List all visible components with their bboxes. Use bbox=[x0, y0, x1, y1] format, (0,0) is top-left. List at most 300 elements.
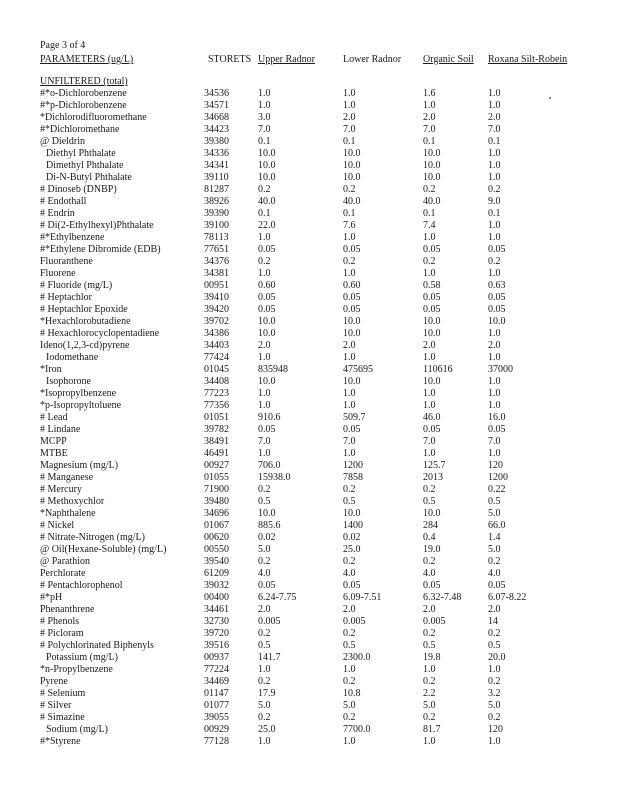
table-row bbox=[0, 328, 618, 340]
storet-code: 39782 bbox=[204, 424, 229, 435]
lower-radnor-value: 25.0 bbox=[343, 544, 361, 555]
organic-soil-value: 125.7 bbox=[423, 460, 446, 471]
table-row bbox=[0, 604, 618, 616]
roxana-value: 0.05 bbox=[488, 292, 506, 303]
roxana-value: 14 bbox=[488, 616, 498, 627]
parameter-name: Di-N-Butyl Phthalate bbox=[46, 172, 132, 183]
table-row bbox=[0, 220, 618, 232]
upper-radnor-value: 0.2 bbox=[258, 712, 271, 723]
parameter-name: # Dinoseb (DNBP) bbox=[40, 184, 117, 195]
organic-soil-value: 1.0 bbox=[423, 100, 436, 111]
organic-soil-value: 10.0 bbox=[423, 172, 441, 183]
storet-code: 01055 bbox=[204, 472, 229, 483]
upper-radnor-value: 4.0 bbox=[258, 568, 271, 579]
upper-radnor-value: 1.0 bbox=[258, 232, 271, 243]
table-row bbox=[0, 652, 618, 664]
organic-soil-value: 10.0 bbox=[423, 508, 441, 519]
roxana-value: 37000 bbox=[488, 364, 513, 375]
roxana-value: 1.0 bbox=[488, 172, 501, 183]
parameter-name: Iodomethane bbox=[46, 352, 99, 363]
organic-soil-value: 4.0 bbox=[423, 568, 436, 579]
roxana-value: 66.0 bbox=[488, 520, 506, 531]
storet-code: 71900 bbox=[204, 484, 229, 495]
lower-radnor-value: 1.0 bbox=[343, 268, 356, 279]
parameter-name: *Iron bbox=[40, 364, 62, 375]
storet-code: 00929 bbox=[204, 724, 229, 735]
parameter-name: # Picloram bbox=[40, 628, 84, 639]
table-row bbox=[0, 160, 618, 172]
organic-soil-value: 2.0 bbox=[423, 340, 436, 351]
storet-code: 38491 bbox=[204, 436, 229, 447]
table-row bbox=[0, 484, 618, 496]
parameter-name: # Methoxychlor bbox=[40, 496, 105, 507]
table-row bbox=[0, 340, 618, 352]
storet-code: 34668 bbox=[204, 112, 229, 123]
organic-soil-value: 10.0 bbox=[423, 328, 441, 339]
table-row bbox=[0, 724, 618, 736]
lower-radnor-value: 10.0 bbox=[343, 508, 361, 519]
roxana-value: 1.0 bbox=[488, 232, 501, 243]
roxana-value: 1.4 bbox=[488, 532, 501, 543]
parameter-name: Dimethyl Phthalate bbox=[46, 160, 124, 171]
parameter-name: # Heptachlor bbox=[40, 292, 92, 303]
parameter-table bbox=[0, 88, 618, 748]
roxana-value: 0.2 bbox=[488, 628, 501, 639]
organic-soil-value: 6.32-7.48 bbox=[423, 592, 462, 603]
organic-soil-value: 1.0 bbox=[423, 388, 436, 399]
parameter-name: # Nitrate-Nitrogen (mg/L) bbox=[40, 532, 145, 543]
parameter-name: Pyrene bbox=[40, 676, 68, 687]
table-row bbox=[0, 616, 618, 628]
table-row bbox=[0, 136, 618, 148]
table-row bbox=[0, 568, 618, 580]
organic-soil-value: 0.2 bbox=[423, 628, 436, 639]
table-row bbox=[0, 460, 618, 472]
table-row bbox=[0, 472, 618, 484]
lower-radnor-value: 7858 bbox=[343, 472, 363, 483]
table-row bbox=[0, 148, 618, 160]
table-row bbox=[0, 436, 618, 448]
organic-soil-value: 2.0 bbox=[423, 112, 436, 123]
lower-radnor-value: 1.0 bbox=[343, 388, 356, 399]
roxana-value: 0.2 bbox=[488, 256, 501, 267]
organic-soil-value: 5.0 bbox=[423, 700, 436, 711]
lower-radnor-value: 0.2 bbox=[343, 676, 356, 687]
organic-soil-value: 0.2 bbox=[423, 484, 436, 495]
roxana-value: 2.0 bbox=[488, 340, 501, 351]
roxana-value: 3.2 bbox=[488, 688, 501, 699]
roxana-value: 0.1 bbox=[488, 208, 501, 219]
parameter-name: # Hexachlorocyclopentadiene bbox=[40, 328, 160, 339]
roxana-value: 1.0 bbox=[488, 736, 501, 747]
roxana-value: 10.0 bbox=[488, 316, 506, 327]
header-organic-soil: Organic Soil bbox=[423, 54, 474, 65]
organic-soil-value: 1.6 bbox=[423, 88, 436, 99]
table-row bbox=[0, 172, 618, 184]
parameter-name: #*pH bbox=[40, 592, 63, 603]
table-row bbox=[0, 88, 618, 100]
roxana-value: 0.5 bbox=[488, 496, 501, 507]
organic-soil-value: 110616 bbox=[423, 364, 453, 375]
table-row bbox=[0, 244, 618, 256]
organic-soil-value: 2.2 bbox=[423, 688, 436, 699]
upper-radnor-value: 10.0 bbox=[258, 328, 276, 339]
storet-code: 38926 bbox=[204, 196, 229, 207]
roxana-value: 1.0 bbox=[488, 352, 501, 363]
organic-soil-value: 0.005 bbox=[423, 616, 446, 627]
storet-code: 39702 bbox=[204, 316, 229, 327]
storet-code: 34376 bbox=[204, 256, 229, 267]
upper-radnor-value: 22.0 bbox=[258, 220, 276, 231]
upper-radnor-value: 1.0 bbox=[258, 100, 271, 111]
roxana-value: 2.0 bbox=[488, 112, 501, 123]
table-row bbox=[0, 532, 618, 544]
storet-code: 39055 bbox=[204, 712, 229, 723]
lower-radnor-value: 0.005 bbox=[343, 616, 366, 627]
storet-code: 00550 bbox=[204, 544, 229, 555]
lower-radnor-value: 10.8 bbox=[343, 688, 361, 699]
parameter-name: Fluoranthene bbox=[40, 256, 93, 267]
organic-soil-value: 0.2 bbox=[423, 712, 436, 723]
upper-radnor-value: 1.0 bbox=[258, 88, 271, 99]
roxana-value: 1.0 bbox=[488, 268, 501, 279]
storet-code: 01067 bbox=[204, 520, 229, 531]
page-number: Page 3 of 4 bbox=[40, 40, 86, 51]
roxana-value: 9.0 bbox=[488, 196, 501, 207]
storet-code: 78113 bbox=[204, 232, 229, 243]
header-storets: STORETS bbox=[208, 54, 252, 65]
upper-radnor-value: 0.1 bbox=[258, 208, 271, 219]
roxana-value: 0.22 bbox=[488, 484, 506, 495]
lower-radnor-value: 10.0 bbox=[343, 328, 361, 339]
roxana-value: 6.07-8.22 bbox=[488, 592, 527, 603]
organic-soil-value: 10.0 bbox=[423, 148, 441, 159]
storet-code: 39420 bbox=[204, 304, 229, 315]
upper-radnor-value: 0.5 bbox=[258, 496, 271, 507]
upper-radnor-value: 835948 bbox=[258, 364, 288, 375]
lower-radnor-value: 1400 bbox=[343, 520, 363, 531]
parameter-name: MCPP bbox=[40, 436, 67, 447]
roxana-value: 120 bbox=[488, 724, 503, 735]
upper-radnor-value: 0.02 bbox=[258, 532, 276, 543]
lower-radnor-value: 2.0 bbox=[343, 604, 356, 615]
parameter-name: *Dichlorodifluoromethane bbox=[40, 112, 147, 123]
storet-code: 77356 bbox=[204, 400, 229, 411]
storet-code: 00951 bbox=[204, 280, 229, 291]
organic-soil-value: 81.7 bbox=[423, 724, 441, 735]
storet-code: 34336 bbox=[204, 148, 229, 159]
upper-radnor-value: 885.6 bbox=[258, 520, 281, 531]
parameter-name: Isophorone bbox=[46, 376, 91, 387]
table-row bbox=[0, 124, 618, 136]
lower-radnor-value: 1.0 bbox=[343, 448, 356, 459]
table-row bbox=[0, 592, 618, 604]
organic-soil-value: 19.0 bbox=[423, 544, 441, 555]
roxana-value: 1.0 bbox=[488, 328, 501, 339]
lower-radnor-value: 1.0 bbox=[343, 88, 356, 99]
roxana-value: 5.0 bbox=[488, 544, 501, 555]
organic-soil-value: 0.05 bbox=[423, 424, 441, 435]
storet-code: 39540 bbox=[204, 556, 229, 567]
upper-radnor-value: 0.1 bbox=[258, 136, 271, 147]
roxana-value: 1.0 bbox=[488, 148, 501, 159]
parameter-name: # Lindane bbox=[40, 424, 81, 435]
lower-radnor-value: 10.0 bbox=[343, 316, 361, 327]
storet-code: 39516 bbox=[204, 640, 229, 651]
roxana-value: 5.0 bbox=[488, 508, 501, 519]
parameter-name: # Selenium bbox=[40, 688, 86, 699]
upper-radnor-value: 5.0 bbox=[258, 700, 271, 711]
lower-radnor-value: 0.05 bbox=[343, 292, 361, 303]
organic-soil-value: 0.5 bbox=[423, 496, 436, 507]
table-row bbox=[0, 496, 618, 508]
lower-radnor-value: 1.0 bbox=[343, 664, 356, 675]
lower-radnor-value: 0.1 bbox=[343, 208, 356, 219]
upper-radnor-value: 10.0 bbox=[258, 148, 276, 159]
table-row bbox=[0, 292, 618, 304]
organic-soil-value: 2.0 bbox=[423, 604, 436, 615]
roxana-value: 0.1 bbox=[488, 136, 501, 147]
table-row bbox=[0, 304, 618, 316]
organic-soil-value: 0.2 bbox=[423, 184, 436, 195]
storet-code: 01147 bbox=[204, 688, 229, 699]
parameter-name: # Simazine bbox=[40, 712, 85, 723]
storet-code: 81287 bbox=[204, 184, 229, 195]
storet-code: 61209 bbox=[204, 568, 229, 579]
upper-radnor-value: 0.05 bbox=[258, 424, 276, 435]
roxana-value: 0.2 bbox=[488, 556, 501, 567]
parameter-name: *Naphthalene bbox=[40, 508, 96, 519]
storet-code: 39032 bbox=[204, 580, 229, 591]
table-row bbox=[0, 688, 618, 700]
lower-radnor-value: 0.2 bbox=[343, 712, 356, 723]
upper-radnor-value: 0.2 bbox=[258, 676, 271, 687]
roxana-value: 0.2 bbox=[488, 676, 501, 687]
lower-radnor-value: 1.0 bbox=[343, 232, 356, 243]
parameter-name: #*p-Dichlorobenzene bbox=[40, 100, 127, 111]
parameter-name: Sodium (mg/L) bbox=[46, 724, 108, 735]
organic-soil-value: 1.0 bbox=[423, 400, 436, 411]
organic-soil-value: 7.0 bbox=[423, 436, 436, 447]
upper-radnor-value: 0.005 bbox=[258, 616, 281, 627]
parameter-name: #*Ethylbenzene bbox=[40, 232, 105, 243]
header-roxana-silt-robein: Roxana Silt-Robein bbox=[488, 54, 568, 65]
storet-code: 00400 bbox=[204, 592, 229, 603]
lower-radnor-value: 7.6 bbox=[343, 220, 356, 231]
upper-radnor-value: 1.0 bbox=[258, 736, 271, 747]
parameter-name: @ Dieldrin bbox=[40, 136, 86, 147]
parameter-name: # Mercury bbox=[40, 484, 82, 495]
upper-radnor-value: 0.2 bbox=[258, 628, 271, 639]
storet-code: 39410 bbox=[204, 292, 229, 303]
header-upper-radnor: Upper Radnor bbox=[258, 54, 315, 65]
lower-radnor-value: 5.0 bbox=[343, 700, 356, 711]
lower-radnor-value: 0.2 bbox=[343, 556, 356, 567]
parameter-name: *Isopropylbenzene bbox=[40, 388, 117, 399]
upper-radnor-value: 0.60 bbox=[258, 280, 276, 291]
parameter-name: Diethyl Phthalate bbox=[46, 148, 116, 159]
upper-radnor-value: 1.0 bbox=[258, 388, 271, 399]
upper-radnor-value: 10.0 bbox=[258, 508, 276, 519]
organic-soil-value: 1.0 bbox=[423, 352, 436, 363]
lower-radnor-value: 10.0 bbox=[343, 148, 361, 159]
upper-radnor-value: 10.0 bbox=[258, 160, 276, 171]
lower-radnor-value: 0.5 bbox=[343, 640, 356, 651]
header-lower-radnor: Lower Radnor bbox=[343, 54, 402, 65]
upper-radnor-value: 0.5 bbox=[258, 640, 271, 651]
roxana-value: 0.05 bbox=[488, 304, 506, 315]
storet-code: 34381 bbox=[204, 268, 229, 279]
storet-code: 39110 bbox=[204, 172, 229, 183]
parameter-name: Potassium (mg/L) bbox=[46, 652, 118, 663]
storet-code: 32730 bbox=[204, 616, 229, 627]
lower-radnor-value: 2300.0 bbox=[343, 652, 371, 663]
storet-code: 39380 bbox=[204, 136, 229, 147]
parameter-name: Perchlorate bbox=[40, 568, 86, 579]
organic-soil-value: 1.0 bbox=[423, 448, 436, 459]
organic-soil-value: 19.8 bbox=[423, 652, 441, 663]
lower-radnor-value: 0.02 bbox=[343, 532, 361, 543]
lower-radnor-value: 10.0 bbox=[343, 160, 361, 171]
table-row bbox=[0, 508, 618, 520]
storet-code: 34403 bbox=[204, 340, 229, 351]
organic-soil-value: 7.4 bbox=[423, 220, 436, 231]
parameter-name: MTBE bbox=[40, 448, 68, 459]
lower-radnor-value: 40.0 bbox=[343, 196, 361, 207]
upper-radnor-value: 10.0 bbox=[258, 316, 276, 327]
organic-soil-value: 284 bbox=[423, 520, 438, 531]
upper-radnor-value: 0.05 bbox=[258, 580, 276, 591]
roxana-value: 2.0 bbox=[488, 604, 501, 615]
organic-soil-value: 1.0 bbox=[423, 664, 436, 675]
parameter-name: *n-Propylbenzene bbox=[40, 664, 113, 675]
table-row bbox=[0, 580, 618, 592]
organic-soil-value: 1.0 bbox=[423, 268, 436, 279]
lower-radnor-value: 0.1 bbox=[343, 136, 356, 147]
storet-code: 77128 bbox=[204, 736, 229, 747]
lower-radnor-value: 1200 bbox=[343, 460, 363, 471]
lower-radnor-value: 10.0 bbox=[343, 172, 361, 183]
storet-code: 00927 bbox=[204, 460, 229, 471]
parameter-name: Ideno(1,2,3-cd)pyrene bbox=[40, 340, 130, 351]
upper-radnor-value: 3.0 bbox=[258, 112, 271, 123]
parameter-name: # Lead bbox=[40, 412, 68, 423]
lower-radnor-value: 1.0 bbox=[343, 736, 356, 747]
table-row bbox=[0, 256, 618, 268]
parameter-name: @ Parathion bbox=[40, 556, 91, 567]
table-row bbox=[0, 412, 618, 424]
organic-soil-value: 0.05 bbox=[423, 292, 441, 303]
organic-soil-value: 0.5 bbox=[423, 640, 436, 651]
table-row bbox=[0, 316, 618, 328]
lower-radnor-value: 0.2 bbox=[343, 628, 356, 639]
storet-code: 34461 bbox=[204, 604, 229, 615]
storet-code: 39480 bbox=[204, 496, 229, 507]
parameter-name: Magnesium (mg/L) bbox=[40, 460, 119, 471]
upper-radnor-value: 1.0 bbox=[258, 400, 271, 411]
storet-code: 01077 bbox=[204, 700, 229, 711]
upper-radnor-value: 0.05 bbox=[258, 244, 276, 255]
storet-code: 34341 bbox=[204, 160, 229, 171]
organic-soil-value: 7.0 bbox=[423, 124, 436, 135]
parameter-name: # Polychlorinated Biphenyls bbox=[40, 640, 154, 651]
lower-radnor-value: 7.0 bbox=[343, 124, 356, 135]
table-row bbox=[0, 700, 618, 712]
roxana-value: 0.63 bbox=[488, 280, 506, 291]
organic-soil-value: 0.2 bbox=[423, 556, 436, 567]
lower-radnor-value: 475695 bbox=[343, 364, 373, 375]
table-row bbox=[0, 424, 618, 436]
roxana-value: 0.2 bbox=[488, 184, 501, 195]
roxana-value: 120 bbox=[488, 460, 503, 471]
parameter-name: # Di(2-Ethylhexyl)Phthalate bbox=[40, 220, 154, 231]
parameter-name: # Phenols bbox=[40, 616, 80, 627]
organic-soil-value: 0.1 bbox=[423, 208, 436, 219]
table-row bbox=[0, 280, 618, 292]
roxana-value: 16.0 bbox=[488, 412, 506, 423]
organic-soil-value: 1.0 bbox=[423, 736, 436, 747]
parameter-name: #*Ethylene Dibromide (EDB) bbox=[40, 244, 161, 255]
storet-code: 34408 bbox=[204, 376, 229, 387]
organic-soil-value: 0.2 bbox=[423, 256, 436, 267]
organic-soil-value: 0.4 bbox=[423, 532, 436, 543]
lower-radnor-value: 0.60 bbox=[343, 280, 361, 291]
organic-soil-value: 0.58 bbox=[423, 280, 441, 291]
table-row bbox=[0, 388, 618, 400]
table-row bbox=[0, 100, 618, 112]
lower-radnor-value: 1.0 bbox=[343, 352, 356, 363]
storet-code: 77424 bbox=[204, 352, 229, 363]
storet-code: 77223 bbox=[204, 388, 229, 399]
section-title: UNFILTERED (total) bbox=[40, 76, 128, 87]
table-row bbox=[0, 520, 618, 532]
parameter-name: # Endothall bbox=[40, 196, 87, 207]
storet-code: 34423 bbox=[204, 124, 229, 135]
roxana-value: 0.5 bbox=[488, 640, 501, 651]
roxana-value: 1.0 bbox=[488, 160, 501, 171]
parameter-name: #*o-Dichlorobenzene bbox=[40, 88, 127, 99]
organic-soil-value: 46.0 bbox=[423, 412, 441, 423]
upper-radnor-value: 40.0 bbox=[258, 196, 276, 207]
header-parameters: PARAMETERS (ug/L) bbox=[40, 54, 134, 65]
table-row bbox=[0, 640, 618, 652]
lower-radnor-value: 7.0 bbox=[343, 436, 356, 447]
parameter-name: # Nickel bbox=[40, 520, 75, 531]
organic-soil-value: 10.0 bbox=[423, 376, 441, 387]
storet-code: 46491 bbox=[204, 448, 229, 459]
upper-radnor-value: 25.0 bbox=[258, 724, 276, 735]
roxana-value: 0.05 bbox=[488, 244, 506, 255]
lower-radnor-value: 0.5 bbox=[343, 496, 356, 507]
upper-radnor-value: 15938.0 bbox=[258, 472, 291, 483]
parameter-name: Fluorene bbox=[40, 268, 76, 279]
organic-soil-value: 0.05 bbox=[423, 244, 441, 255]
parameter-name: # Silver bbox=[40, 700, 72, 711]
roxana-value: 1.0 bbox=[488, 388, 501, 399]
organic-soil-value: 10.0 bbox=[423, 316, 441, 327]
lower-radnor-value: 2.0 bbox=[343, 112, 356, 123]
upper-radnor-value: 10.0 bbox=[258, 376, 276, 387]
upper-radnor-value: 7.0 bbox=[258, 436, 271, 447]
upper-radnor-value: 141.7 bbox=[258, 652, 281, 663]
roxana-value: 7.0 bbox=[488, 124, 501, 135]
roxana-value: 1.0 bbox=[488, 400, 501, 411]
upper-radnor-value: 1.0 bbox=[258, 268, 271, 279]
upper-radnor-value: 5.0 bbox=[258, 544, 271, 555]
roxana-value: 1.0 bbox=[488, 88, 501, 99]
table-row bbox=[0, 712, 618, 724]
upper-radnor-value: 1.0 bbox=[258, 448, 271, 459]
